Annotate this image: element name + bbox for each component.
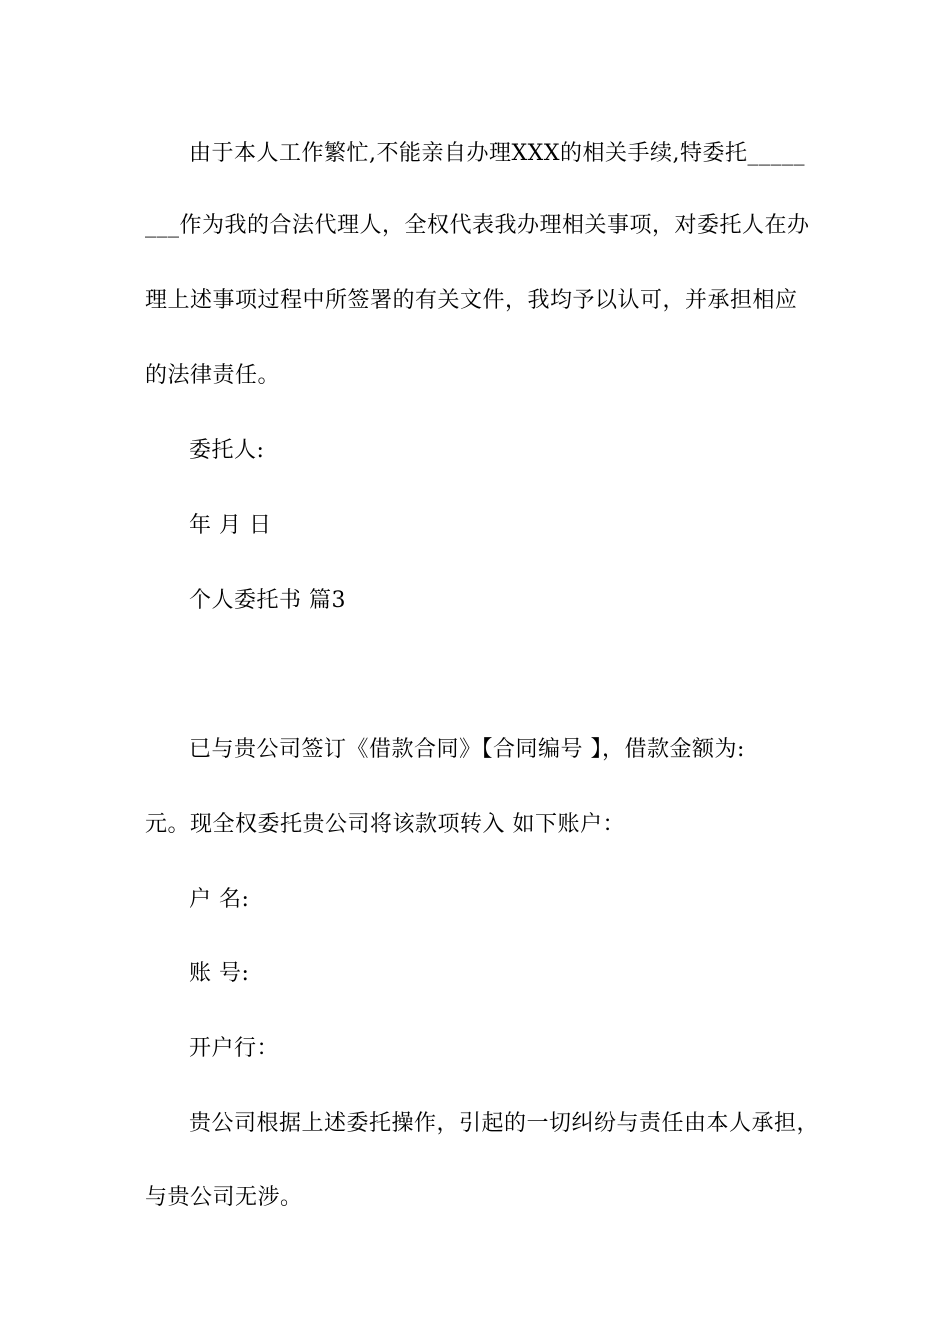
- paragraph1-line4: 的法律责任。: [145, 363, 281, 388]
- section-heading: 个人委托书 篇3: [189, 588, 346, 613]
- paragraph1-line3: 理上述事项过程中所签署的有关文件，我均予以认可，并承担相应: [145, 288, 798, 313]
- account-name-label: 户 名:: [189, 887, 250, 912]
- principal-label: 委托人:: [189, 438, 265, 463]
- paragraph1-line2: ___作为我的合法代理人，全权代表我办理相关事项，对委托人在办: [145, 213, 810, 238]
- paragraph3-line1: 贵公司根据上述委托操作，引起的一切纠纷与责任由本人承担，: [189, 1111, 820, 1136]
- paragraph1-line1: 由于本人工作繁忙,不能亲自办理XXX的相关手续,特委托_____: [189, 141, 805, 166]
- date-label: 年 月 日: [189, 513, 272, 538]
- paragraph2-line1: 已与贵公司签订《借款合同》【合同编号 】，借款金额为:: [189, 737, 745, 762]
- bank-label: 开户行：: [189, 1036, 280, 1061]
- paragraph3-line2: 与贵公司无涉。: [145, 1185, 303, 1210]
- paragraph2-line2: 元。现全权委托贵公司将该款项转入 如下账户：: [145, 812, 625, 837]
- account-number-label: 账 号:: [189, 961, 250, 986]
